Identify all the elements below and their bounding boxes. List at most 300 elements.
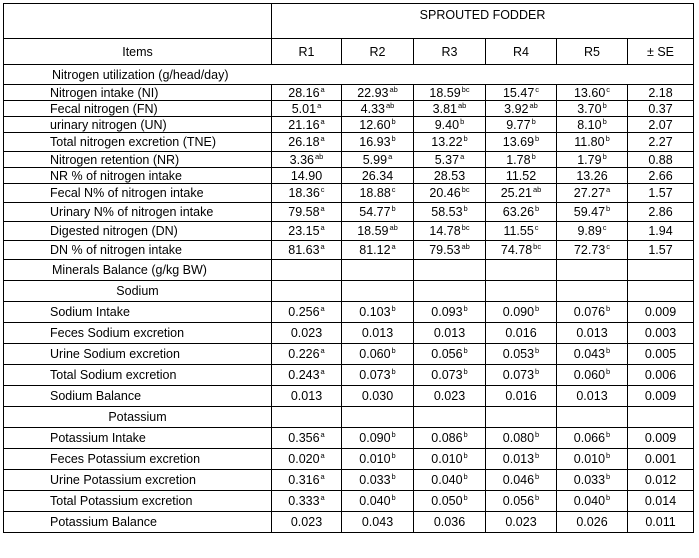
significance-letter: a: [320, 134, 325, 143]
section-row-minerals: [4, 260, 694, 281]
value-cell: [414, 428, 486, 449]
empty-cell: [628, 281, 694, 302]
value-cell: [414, 133, 486, 152]
value-cell: [342, 184, 414, 203]
value-cell: [557, 323, 628, 344]
value-number: 0.020: [288, 452, 320, 466]
value-cell: [486, 101, 557, 117]
table-row: [4, 323, 694, 344]
value-number: 28.16: [288, 85, 320, 100]
value-cell: [557, 101, 628, 117]
empty-cell: [628, 260, 694, 281]
significance-letter: a: [320, 116, 325, 126]
value-cell: [272, 323, 342, 344]
value-number: 0.080: [502, 431, 535, 445]
value-cell: [414, 117, 486, 133]
value-number: 0.016: [505, 326, 537, 340]
row-label: Nitrogen retention (NR): [4, 152, 272, 168]
significance-letter: a: [320, 204, 325, 213]
value-number: 18.59: [429, 85, 461, 100]
value-cell: [557, 85, 628, 101]
value-cell: [557, 386, 628, 407]
significance-letter: b: [606, 367, 611, 376]
value-cell: [486, 449, 557, 470]
value-cell: [486, 323, 557, 344]
value-number: 11.55: [503, 224, 534, 238]
significance-letter: b: [391, 451, 396, 460]
empty-cell: [486, 407, 557, 428]
value-number: 81.12: [359, 243, 391, 257]
se-cell: 2.66: [628, 168, 694, 184]
value-cell: [342, 386, 414, 407]
value-number: 0.023: [290, 326, 323, 340]
value-number: 0.090: [502, 305, 535, 319]
row-label: Total nitrogen excretion (TNE): [4, 133, 272, 152]
significance-letter: b: [606, 346, 611, 355]
value-cell: [342, 85, 414, 101]
value-cell: [272, 512, 342, 533]
value-number: 3.92: [504, 101, 529, 116]
value-cell: [486, 168, 557, 184]
value-number: 81.63: [288, 243, 320, 257]
header-blank-cell: [4, 4, 272, 39]
significance-letter: ab: [315, 151, 324, 161]
significance-letter: a: [320, 84, 325, 94]
value-number: 0.013: [361, 326, 394, 340]
value-number: 79.53: [429, 243, 461, 257]
significance-letter: a: [320, 493, 325, 502]
significance-letter: c: [391, 185, 396, 194]
value-cell: [272, 302, 342, 323]
value-cell: [342, 133, 414, 152]
empty-cell: [342, 260, 414, 281]
value-cell: [486, 428, 557, 449]
row-label: Nitrogen intake (NI): [4, 85, 272, 101]
value-number: 9.40: [434, 117, 460, 132]
sprouted-fodder-table: [3, 3, 694, 533]
significance-letter: b: [531, 151, 536, 161]
value-number: 0.013: [433, 326, 466, 340]
value-cell: [272, 386, 342, 407]
value-cell: [342, 491, 414, 512]
significance-letter: b: [463, 430, 468, 439]
row-label: Fecal N% of nitrogen intake: [4, 184, 272, 203]
value-cell: [486, 344, 557, 365]
value-number: 9.89: [577, 224, 602, 238]
value-cell: [414, 203, 486, 222]
value-cell: [486, 203, 557, 222]
value-cell: [414, 470, 486, 491]
value-number: 0.046: [502, 473, 535, 487]
table-row: [4, 470, 694, 491]
significance-letter: a: [320, 451, 325, 460]
value-cell: [342, 344, 414, 365]
value-number: 0.086: [431, 431, 463, 445]
value-number: 0.040: [359, 494, 391, 508]
value-cell: [272, 344, 342, 365]
value-cell: [272, 222, 342, 241]
se-cell: 2.86: [628, 203, 694, 222]
significance-letter: b: [606, 472, 611, 481]
value-number: 58.53: [431, 205, 463, 219]
significance-letter: bc: [461, 185, 470, 194]
value-cell: [557, 168, 628, 184]
significance-letter: b: [535, 472, 540, 481]
table-row: [4, 344, 694, 365]
value-cell: [272, 203, 342, 222]
value-cell: [486, 302, 557, 323]
significance-letter: c: [606, 242, 611, 251]
significance-letter: a: [320, 242, 325, 251]
significance-letter: a: [606, 185, 611, 194]
significance-letter: b: [535, 367, 540, 376]
value-cell: [486, 386, 557, 407]
significance-letter: b: [606, 493, 611, 502]
table-row: [4, 302, 694, 323]
value-cell: [557, 241, 628, 260]
value-cell: [486, 491, 557, 512]
value-number: 54.77: [359, 205, 391, 219]
significance-letter: b: [463, 451, 468, 460]
value-cell: [414, 386, 486, 407]
empty-cell: [414, 407, 486, 428]
value-cell: [342, 152, 414, 168]
value-number: 0.050: [431, 494, 463, 508]
value-number: 0.023: [505, 515, 537, 529]
significance-letter: b: [606, 204, 611, 213]
row-label: NR % of nitrogen intake: [4, 168, 272, 184]
value-cell: [557, 470, 628, 491]
significance-letter: a: [320, 223, 325, 232]
value-cell: [414, 184, 486, 203]
significance-letter: b: [391, 367, 396, 376]
se-cell: 0.005: [628, 344, 694, 365]
table-row: [4, 184, 694, 203]
value-number: 0.053: [502, 347, 535, 361]
row-label: Digested nitrogen (DN): [4, 222, 272, 241]
table-row: [4, 241, 694, 260]
value-number: 28.53: [433, 168, 466, 183]
significance-letter: a: [320, 430, 325, 439]
value-cell: [342, 470, 414, 491]
empty-cell: [486, 260, 557, 281]
value-number: 18.88: [359, 186, 391, 200]
table-row: [4, 168, 694, 184]
significance-letter: b: [463, 493, 468, 502]
section-row-nitrogen: [4, 65, 694, 85]
empty-cell: [272, 260, 342, 281]
significance-letter: b: [602, 116, 607, 126]
value-cell: [414, 168, 486, 184]
value-cell: [272, 168, 342, 184]
significance-letter: b: [463, 472, 468, 481]
value-number: 0.033: [573, 473, 606, 487]
section-row-sodium: [4, 281, 694, 302]
value-cell: [272, 184, 342, 203]
value-cell: [557, 491, 628, 512]
value-cell: [342, 449, 414, 470]
row-label: Total Sodium excretion: [4, 365, 272, 386]
significance-letter: b: [463, 304, 468, 313]
value-cell: [557, 365, 628, 386]
significance-letter: b: [460, 116, 465, 126]
value-number: 11.80: [574, 135, 605, 149]
significance-letter: c: [535, 84, 540, 94]
empty-cell: [557, 407, 628, 428]
row-label: Feces Sodium excretion: [4, 323, 272, 344]
significance-letter: b: [606, 304, 611, 313]
significance-letter: b: [391, 134, 396, 143]
empty-cell: [342, 281, 414, 302]
section-title-nitrogen: Nitrogen utilization (g/head/day): [4, 65, 694, 85]
value-cell: [342, 117, 414, 133]
value-number: 72.73: [573, 243, 606, 257]
significance-letter: a: [320, 472, 325, 481]
value-number: 0.016: [505, 389, 537, 403]
value-number: 23.15: [288, 224, 320, 238]
table-row: [4, 491, 694, 512]
header-row-columns: [4, 39, 694, 65]
table-row: [4, 152, 694, 168]
value-cell: [557, 428, 628, 449]
value-number: 8.10: [577, 117, 602, 132]
row-label: Urine Potassium excretion: [4, 470, 272, 491]
value-cell: [486, 133, 557, 152]
value-cell: [342, 101, 414, 117]
significance-letter: b: [535, 451, 540, 460]
significance-letter: c: [606, 84, 611, 94]
value-number: 0.060: [573, 368, 606, 382]
value-cell: [272, 449, 342, 470]
col-header-r4: R4: [486, 39, 557, 65]
table-row: [4, 512, 694, 533]
value-cell: [557, 449, 628, 470]
significance-letter: a: [317, 100, 322, 110]
value-number: 0.030: [361, 389, 394, 403]
value-number: 0.073: [431, 368, 463, 382]
value-number: 18.36: [288, 186, 320, 200]
significance-letter: b: [463, 204, 468, 213]
value-number: 3.81: [432, 101, 457, 116]
value-number: 0.090: [359, 431, 391, 445]
value-number: 79.58: [288, 205, 320, 219]
value-cell: [414, 302, 486, 323]
value-number: 14.90: [290, 168, 323, 183]
empty-cell: [557, 281, 628, 302]
row-label: Fecal nitrogen (FN): [4, 101, 272, 117]
table-row: [4, 85, 694, 101]
value-cell: [557, 302, 628, 323]
col-header-r3: R3: [414, 39, 486, 65]
value-cell: [272, 241, 342, 260]
value-number: 0.060: [359, 347, 391, 361]
value-number: 0.043: [573, 347, 606, 361]
significance-letter: b: [463, 346, 468, 355]
section-row-potassium: [4, 407, 694, 428]
significance-letter: bc: [461, 84, 470, 94]
value-number: 13.22: [431, 135, 463, 149]
section-title-potassium: Potassium: [4, 407, 272, 428]
value-cell: [414, 512, 486, 533]
value-number: 13.69: [502, 135, 535, 149]
value-number: 12.60: [359, 117, 391, 132]
value-cell: [342, 241, 414, 260]
significance-letter: b: [391, 204, 396, 213]
value-cell: [486, 365, 557, 386]
value-number: 0.023: [290, 515, 323, 529]
significance-letter: a: [391, 242, 396, 251]
se-cell: 1.57: [628, 241, 694, 260]
se-cell: 2.27: [628, 133, 694, 152]
row-label: Sodium Balance: [4, 386, 272, 407]
se-cell: 0.014: [628, 491, 694, 512]
significance-letter: a: [320, 304, 325, 313]
empty-cell: [557, 260, 628, 281]
value-number: 26.18: [288, 135, 320, 149]
value-cell: [342, 428, 414, 449]
value-number: 0.013: [290, 389, 323, 403]
value-number: 0.010: [431, 452, 463, 466]
value-cell: [414, 152, 486, 168]
value-number: 3.70: [577, 101, 602, 116]
significance-letter: b: [606, 451, 611, 460]
significance-letter: b: [391, 430, 396, 439]
value-cell: [342, 203, 414, 222]
value-number: 27.27: [573, 186, 606, 200]
significance-letter: ab: [389, 84, 398, 94]
section-title-minerals: Minerals Balance (g/kg BW): [4, 260, 272, 281]
value-number: 59.47: [573, 205, 606, 219]
significance-letter: ab: [386, 100, 395, 110]
value-cell: [272, 428, 342, 449]
value-number: 0.056: [502, 494, 535, 508]
value-number: 4.33: [360, 101, 385, 116]
value-cell: [414, 241, 486, 260]
value-number: 0.333: [288, 494, 320, 508]
value-cell: [414, 365, 486, 386]
row-label: Total Potassium excretion: [4, 491, 272, 512]
value-cell: [557, 184, 628, 203]
value-number: 18.59: [357, 224, 389, 238]
col-header-se: ± SE: [628, 39, 694, 65]
se-cell: 0.006: [628, 365, 694, 386]
value-number: 0.010: [573, 452, 606, 466]
se-cell: 1.94: [628, 222, 694, 241]
value-cell: [486, 470, 557, 491]
significance-letter: b: [535, 493, 540, 502]
value-cell: [272, 133, 342, 152]
significance-letter: b: [391, 304, 396, 313]
significance-letter: ab: [532, 185, 542, 194]
value-cell: [486, 241, 557, 260]
value-cell: [486, 117, 557, 133]
se-cell: 0.009: [628, 302, 694, 323]
value-number: 74.78: [500, 243, 533, 257]
significance-letter: b: [535, 134, 540, 143]
table-row: [4, 386, 694, 407]
significance-letter: b: [602, 100, 607, 110]
col-header-r5: R5: [557, 39, 628, 65]
value-number: 0.073: [502, 368, 535, 382]
significance-letter: bc: [533, 242, 542, 251]
significance-letter: b: [602, 151, 607, 161]
section-title-sodium: Sodium: [4, 281, 272, 302]
value-number: 0.226: [288, 347, 320, 361]
value-number: 0.040: [431, 473, 463, 487]
value-cell: [272, 491, 342, 512]
se-cell: 0.009: [628, 428, 694, 449]
value-number: 0.033: [359, 473, 391, 487]
value-cell: [414, 491, 486, 512]
value-cell: [342, 512, 414, 533]
row-label: Sodium Intake: [4, 302, 272, 323]
value-number: 16.93: [359, 135, 391, 149]
value-cell: [557, 344, 628, 365]
value-cell: [486, 152, 557, 168]
value-cell: [414, 101, 486, 117]
significance-letter: ab: [461, 242, 470, 251]
se-cell: 1.57: [628, 184, 694, 203]
value-number: 3.36: [289, 152, 314, 167]
empty-cell: [414, 260, 486, 281]
significance-letter: a: [320, 367, 325, 376]
significance-letter: b: [535, 204, 540, 213]
empty-cell: [486, 281, 557, 302]
group-title: SPROUTED FODDER: [272, 4, 694, 39]
significance-letter: c: [602, 223, 607, 232]
value-cell: [486, 85, 557, 101]
table-row: [4, 133, 694, 152]
value-number: 20.46: [429, 186, 461, 200]
value-cell: [557, 222, 628, 241]
significance-letter: b: [531, 116, 536, 126]
value-cell: [557, 133, 628, 152]
empty-cell: [342, 407, 414, 428]
value-number: 14.78: [429, 224, 461, 238]
value-number: 0.013: [576, 389, 608, 403]
significance-letter: b: [606, 430, 611, 439]
value-number: 26.34: [361, 168, 394, 183]
table-row: [4, 449, 694, 470]
empty-cell: [414, 281, 486, 302]
value-number: 11.52: [505, 168, 537, 183]
significance-letter: b: [535, 346, 540, 355]
value-cell: [272, 365, 342, 386]
value-number: 63.26: [502, 205, 535, 219]
value-cell: [557, 152, 628, 168]
value-cell: [272, 101, 342, 117]
se-cell: 0.009: [628, 386, 694, 407]
se-cell: 0.011: [628, 512, 694, 533]
items-header: Items: [4, 39, 272, 65]
significance-letter: b: [391, 116, 396, 126]
significance-letter: a: [320, 346, 325, 355]
significance-letter: b: [535, 304, 540, 313]
significance-letter: b: [535, 430, 540, 439]
value-number: 5.99: [362, 152, 388, 167]
value-number: 0.026: [576, 515, 608, 529]
significance-letter: b: [391, 472, 396, 481]
row-label: DN % of nitrogen intake: [4, 241, 272, 260]
value-number: 21.16: [288, 117, 320, 132]
value-number: 13.26: [576, 168, 608, 183]
significance-letter: ab: [458, 100, 467, 110]
value-number: 0.243: [288, 368, 320, 382]
value-number: 0.076: [573, 305, 606, 319]
value-cell: [414, 85, 486, 101]
value-number: 0.316: [288, 473, 320, 487]
value-number: 0.010: [359, 452, 391, 466]
